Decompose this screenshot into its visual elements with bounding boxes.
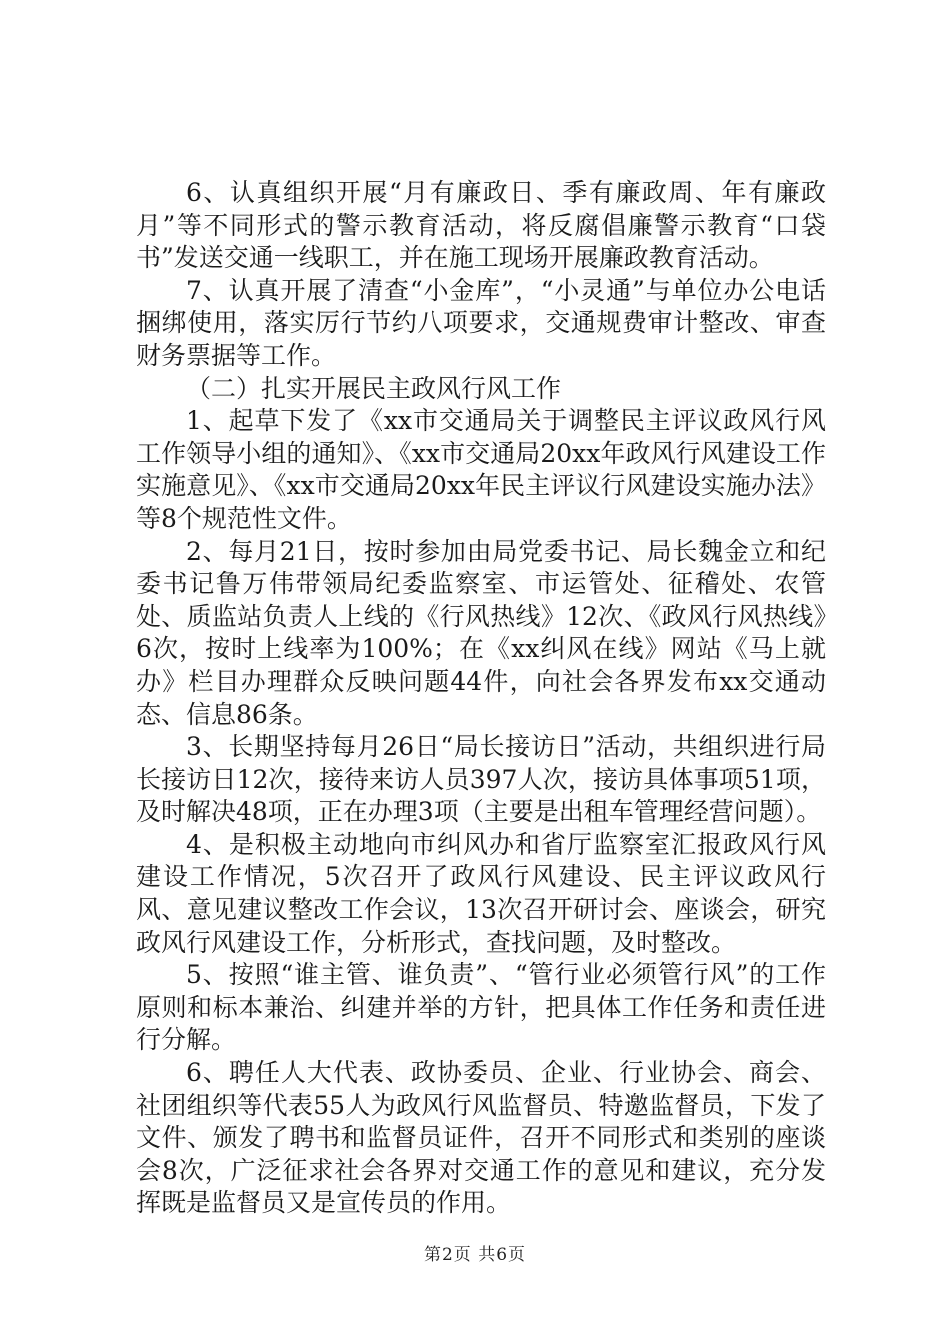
paragraph-item-7-small-treasury-check: 7、认真开展了清查“小金库”，“小灵通”与单位办公电话捆绑使用，落实厉行节约八项要求，交通规费审计整改、审查财务票据等工作。	[136, 275, 826, 370]
page-footer: 第2页 共6页	[423, 1245, 527, 1265]
paragraph-item-6-warning-education: 6、认真组织开展“月有廉政日、季有廉政周、年有廉政月”等不同形式的警示教育活动，将反腐倡廉警示教育“口袋书”发送交通一线职工，并在施工现场开展廉政教育活动。	[136, 178, 826, 273]
paragraph-item-6-supervisors: 6、聘任人大代表、政协委员、企业、行业协会、商会、社团组织等代表55人为政风行风监督员、特邀监督员，下发了文件、颁发了聘书和监督员证件，召开不同形式和类别的座谈会8次，广泛征求社会各界对交通工作的意见和建议，充分发挥既是监督员又是宣传员的作用。	[136, 1058, 826, 1218]
paragraph-item-4-reporting: 4、是积极主动地向市纠风办和省厅监察室汇报政风行风建设工作情况，5次召开了政风行风建设、民主评议政风行风、意见建议整改工作会议，13次召开研讨会、座谈会，研究政风行风建设工作，分析形式，查找问题，及时整改。	[136, 829, 826, 957]
paragraph-item-5-responsibility: 5、按照“谁主管、谁负责”、“管行业必须管行风”的工作原则和标本兼治、纠建并举的方针，把具体工作任务和责任进行分解。	[136, 960, 826, 1055]
paragraph-item-1-normative-documents: 1、起草下发了《xx市交通局关于调整民主评议政风行风工作领导小组的通知》、《xx市交通局20xx年政风行风建设工作实施意见》、《xx市交通局20xx年民主评议行风建设实施办法》等8个规范性文件。	[136, 406, 826, 533]
paragraph-item-2-hotline: 2、每月21日，按时参加由局党委书记、局长魏金立和纪委书记鲁万伟带领局纪委监察室、市运管处、征稽处、农管处、质监站负责人上线的《行风热线》12次、《政风行风热线》6次，按时上线率为100%；在《xx纠风在线》网站《马上就办》栏目办理群众反映问题44件，向社会各界发布xx交通动态、信息86条。	[136, 536, 826, 729]
document-body	[136, 177, 826, 1220]
paragraph-item-3-reception-day: 3、长期坚持每月26日“局长接访日”活动，共组织进行局长接访日12次，接待来访人员397人次，接访具体事项51项，及时解决48项，正在办理3项（主要是出租车管理经营问题）。	[136, 732, 826, 827]
section-heading-democratic-style: （二）扎实开展民主政风行风工作	[186, 373, 562, 403]
